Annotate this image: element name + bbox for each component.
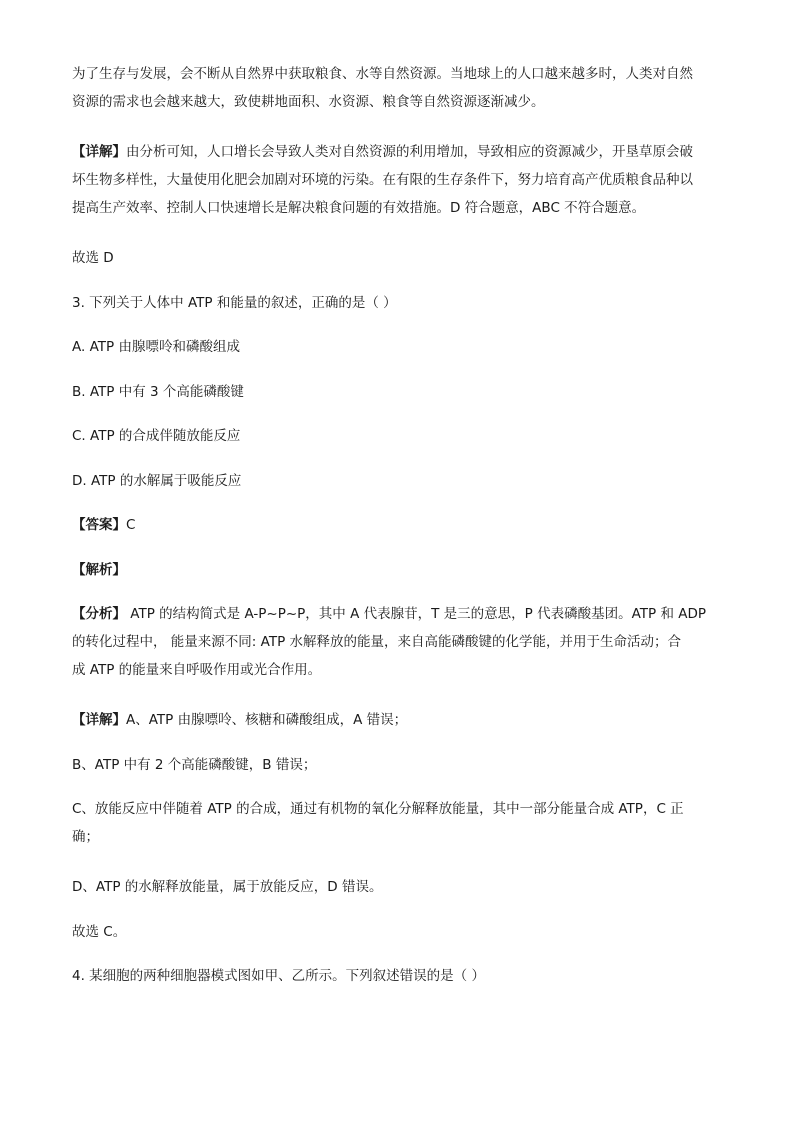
intro-line: 资源的需求也会越来越大，致使耕地面积、水资源、粮食等自然资源逐渐减少。: [72, 94, 545, 110]
analysis-sub-tag: 【分析】: [72, 606, 126, 622]
intro-line: 为了生存与发展，会不断从自然界中获取粮食、水等自然资源。当地球上的人口越来越多时，人类对自然: [72, 66, 693, 82]
detail-2-item-a: [72, 706, 722, 734]
analysis-line: 的转化过程中， 能量来源不同: ATP 水解释放的能量，来自高能磷酸键的化学能，并用于生命活动；合: [72, 634, 681, 650]
detail-2-line: 确；: [72, 829, 99, 845]
intro-paragraph: [72, 60, 722, 116]
detail-tag: 【详解】: [72, 144, 126, 160]
analysis-heading: [72, 556, 722, 584]
detail-2-item-c: [72, 795, 722, 851]
detail-line: 坏生物多样性，大量使用化肥会加剧对环境的污染。在有限的生存条件下，努力培育高产优质粮食品种以: [72, 172, 693, 188]
answer-tag: 【答案】: [72, 517, 126, 533]
choice-line-1: 故选 D: [72, 250, 114, 266]
answer-line: [72, 511, 722, 539]
choice-line-2: 故选 C。: [72, 924, 127, 940]
option-c: C. ATP 的合成伴随放能反应: [72, 428, 241, 444]
option-d: D. ATP 的水解属于吸能反应: [72, 473, 242, 489]
analysis-text: ATP 的结构简式是 A-P~P~P，其中 A 代表腺苷，T 是三的意思，P 代表磷酸基团。ATP 和 ADP: [126, 606, 707, 622]
analysis-line: 成 ATP 的能量来自呼吸作用或光合作用。: [72, 662, 322, 678]
analysis-line: [72, 600, 722, 628]
detail-paragraph-1: [72, 138, 722, 222]
detail-line: [72, 138, 722, 166]
detail-line: 提高生产效率、控制人口快速增长是解决粮食问题的有效措施。D 符合题意，ABC 不符合题意。: [72, 200, 646, 216]
question-3-stem: 3. 下列关于人体中 ATP 和能量的叙述，正确的是（ ）: [72, 295, 397, 311]
option-a: A. ATP 由腺嘌呤和磷酸组成: [72, 339, 240, 355]
detail-2-item-b: B、ATP 中有 2 个高能磷酸键，B 错误；: [72, 757, 317, 773]
detail-2-tag: 【详解】: [72, 712, 126, 728]
option-b: B. ATP 中有 3 个高能磷酸键: [72, 384, 244, 400]
answer-value: C: [126, 517, 136, 533]
question-4-stem: 4. 某细胞的两种细胞器模式图如甲、乙所示。下列叙述错误的是（ ）: [72, 968, 485, 984]
detail-2-item-d: D、ATP 的水解释放能量，属于放能反应，D 错误。: [72, 879, 383, 895]
analysis-tag: 【解析】: [72, 562, 126, 578]
analysis-paragraph: [72, 600, 722, 684]
detail-2-text: A、ATP 由腺嘌呤、核糖和磷酸组成，A 错误；: [126, 712, 408, 728]
detail-text: 由分析可知，人口增长会导致人类对自然资源的利用增加，导致相应的资源减少，开垦草原会破: [126, 144, 693, 160]
detail-2-line: C、放能反应中伴随着 ATP 的合成，通过有机物的氧化分解释放能量，其中一部分能量合成 ATP，C 正: [72, 801, 684, 817]
